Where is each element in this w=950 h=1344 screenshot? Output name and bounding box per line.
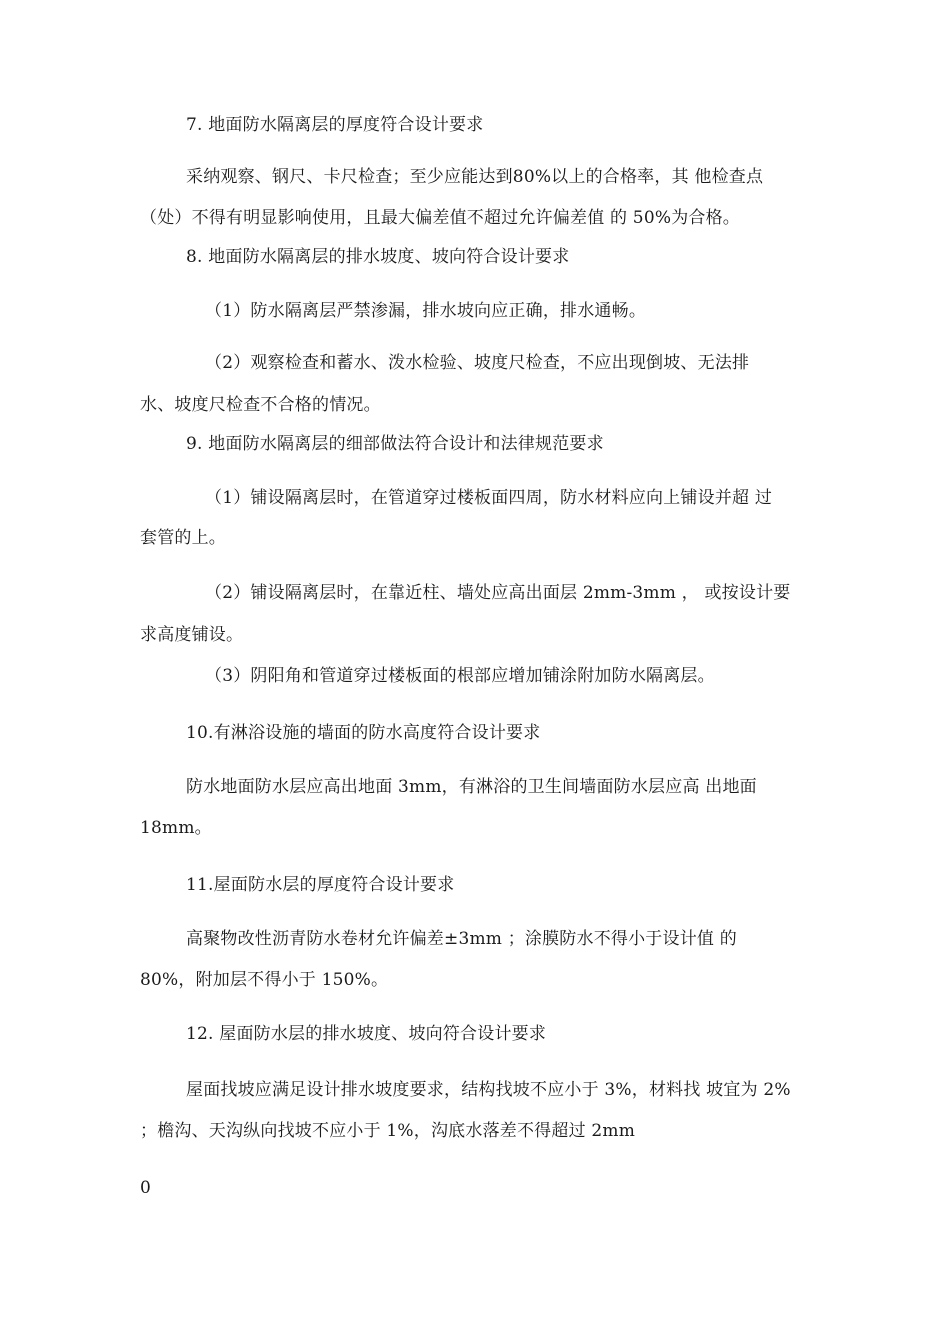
section-10-line-2: 18mm。 — [140, 818, 212, 838]
section-11-heading: 11.屋面防水层的厚度符合设计要求 — [186, 875, 455, 895]
section-12-heading: 12. 屋面防水层的排水坡度、坡向符合设计要求 — [186, 1024, 547, 1044]
section-12-line-2: ；檐沟、天沟纵向找坡不应小于 1%，沟底水落差不得超过 2mm — [140, 1121, 636, 1141]
section-7-line-2: （处）不得有明显影响使用，且最大偏差值不超过允许偏差值 的 50%为合格。 — [140, 208, 740, 228]
section-8-item-1: （1）防水隔离层严禁渗漏，排水坡向应正确，排水通畅。 — [205, 301, 647, 321]
trailing-text: 0 — [140, 1178, 152, 1198]
section-12-line-1: 屋面找坡应满足设计排水坡度要求，结构找坡不应小于 3%，材料找 坡宜为 2% — [186, 1080, 791, 1100]
section-7-heading: 7. 地面防水隔离层的厚度符合设计要求 — [186, 115, 484, 135]
section-11-line-1: 高聚物改性沥青防水卷材允许偏差±3mm ；涂膜防水不得小于设计值 的 — [186, 929, 737, 949]
section-8-heading: 8. 地面防水隔离层的排水坡度、坡向符合设计要求 — [186, 247, 570, 267]
section-10-heading: 10.有淋浴设施的墙面的防水高度符合设计要求 — [186, 723, 541, 743]
section-9-item-1-line-2: 套管的上。 — [140, 528, 226, 548]
section-9-item-1-line-1: （1）铺设隔离层时，在管道穿过楼板面四周，防水材料应向上铺设并超 过 — [205, 488, 773, 508]
section-9-item-3: （3）阴阳角和管道穿过楼板面的根部应增加铺涂附加防水隔离层。 — [205, 666, 715, 686]
section-10-line-1: 防水地面防水层应高出地面 3mm，有淋浴的卫生间墙面防水层应高 出地面 — [186, 777, 757, 797]
section-8-item-2-line-1: （2）观察检查和蓄水、泼水检验、坡度尺检查，不应出现倒坡、无法排 — [205, 353, 750, 373]
section-9-item-2-line-1: （2）铺设隔离层时，在靠近柱、墙处应高出面层 2mm-3mm ， 或按设计要 — [205, 583, 791, 603]
section-9-item-2-line-2: 求高度铺设。 — [140, 625, 244, 645]
section-9-heading: 9. 地面防水隔离层的细部做法符合设计和法律规范要求 — [186, 434, 604, 454]
section-8-item-2-line-2: 水、坡度尺检查不合格的情况。 — [140, 395, 381, 415]
section-7-line-1: 采纳观察、钢尺、卡尺检查；至少应能达到80%以上的合格率，其 他检查点 — [186, 167, 764, 187]
section-11-line-2: 80%，附加层不得小于 150%。 — [140, 970, 389, 990]
